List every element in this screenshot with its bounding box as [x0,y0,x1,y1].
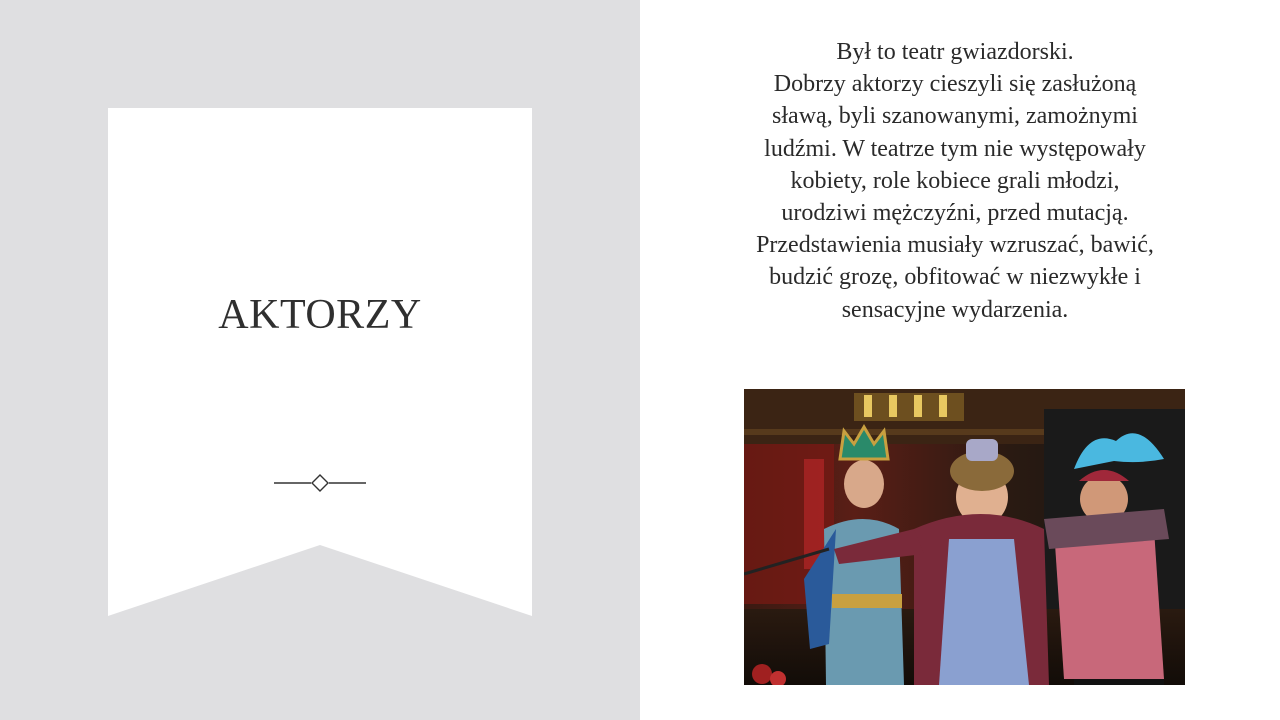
title-banner [108,108,532,616]
body-line: kobiety, role kobiece grali młodzi, [790,167,1120,194]
body-line: sławą, byli szanowanymi, zamożnymi [772,103,1138,130]
body-line: urodziwi mężczyźni, przed mutacją. [781,200,1129,227]
body-line: sensacyjne wydarzenia. [841,296,1069,323]
body-line: Przedstawienia musiały wzruszać, bawić, [756,232,1154,259]
body-text [700,36,1210,326]
theater-actors-photo [744,389,1185,685]
diamond-divider-icon [274,473,366,493]
banner-shape [108,108,532,616]
body-line: Był to teatr gwiazdorski. [836,39,1074,65]
slide-title: AKTORZY [218,292,422,338]
body-line: budzić grozę, obfitować w niezwykłe i [769,264,1141,291]
body-line: Dobrzy aktorzy cieszyli się zasłużoną [773,71,1137,98]
body-line: ludźmi. W teatrze tym nie występowały [764,135,1146,162]
